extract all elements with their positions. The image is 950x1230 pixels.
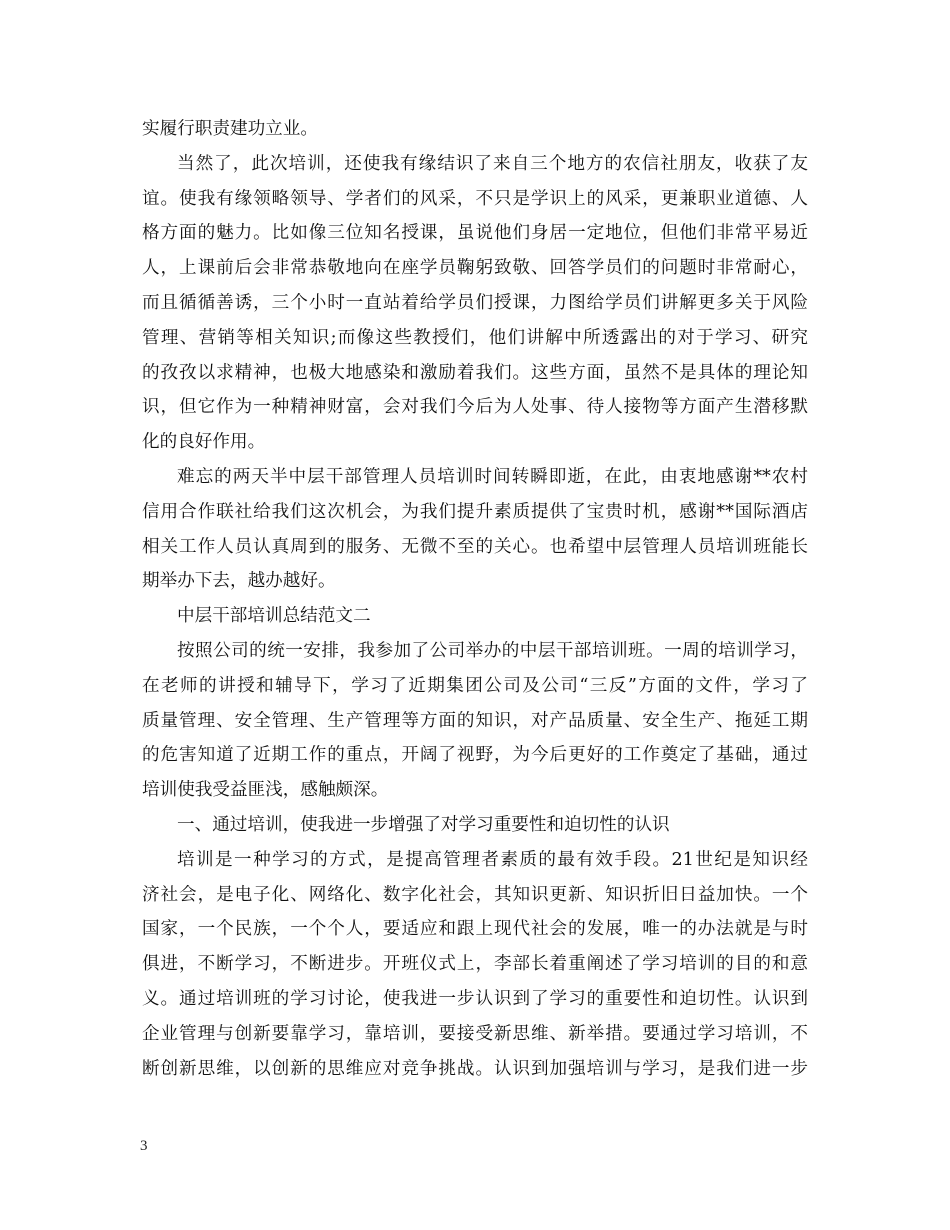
text-line: 人，上课前后会非常恭敬地向在座学员鞠躬致敬、回答学员们的问题时非常耐心， [142, 258, 808, 279]
text-line: 在老师的讲授和辅导下，学习了近期集团公司及公司“三反”方面的文件，学习了 [142, 675, 808, 696]
text-line: 培训使我受益匪浅，感触颇深。 [142, 780, 389, 801]
text-line: 义。通过培训班的学习讨论，使我进一步认识到了学习的重要性和迫切性。认识到 [142, 988, 808, 1009]
text-line: 难忘的两天半中层干部管理人员培训时间转瞬即逝，在此，由衷地感谢**农村 [177, 466, 808, 487]
text-line: 中层干部培训总结范文二 [177, 606, 371, 627]
text-line: 信用合作联社给我们这次机会，为我们提升素质提供了宝贵时机，感谢**国际酒店 [142, 501, 808, 522]
document-body [142, 112, 808, 1086]
page-number: 3 [140, 1138, 148, 1154]
text-line: 质量管理、安全管理、生产管理等方面的知识，对产品质量、安全生产、拖延工期 [142, 710, 808, 731]
text-line: 格方面的魅力。比如像三位知名授课，虽说他们身居一定地位，但他们非常平易近 [142, 223, 808, 244]
text-line: 济社会，是电子化、网络化、数字化社会，其知识更新、知识折旧日益加快。一个 [142, 884, 808, 905]
text-line: 管理、营销等相关知识;而像这些教授们，他们讲解中所透露出的对于学习、研究 [142, 327, 808, 348]
text-line: 培训是一种学习的方式，是提高管理者素质的最有效手段。21世纪是知识经 [177, 849, 808, 870]
text-line: 俱进，不断学习，不断进步。开班仪式上，李部长着重阐述了学习培训的目的和意 [142, 954, 808, 975]
text-line: 化的良好作用。 [142, 432, 266, 453]
text-line: 实履行职责建功立业。 [142, 119, 318, 139]
text-line: 按照公司的统一安排，我参加了公司举办的中层干部培训班。一周的培训学习， [177, 640, 808, 661]
text-line: 企业管理与创新要靠学习，靠培训，要接受新思维、新举措。要通过学习培训，不 [142, 1023, 808, 1044]
text-line: 一、通过培训，使我进一步增强了对学习重要性和迫切性的认识 [177, 814, 670, 835]
text-line: 而且循循善诱，三个小时一直站着给学员们授课，力图给学员们讲解更多关于风险 [142, 292, 808, 313]
text-line: 断创新思维，以创新的思维应对竞争挑战。认识到加强培训与学习，是我们进一步 [142, 1058, 808, 1079]
text-line: 识，但它作为一种精神财富，会对我们今后为人处事、待人接物等方面产生潜移默 [142, 397, 808, 418]
text-line: 国家，一个民族，一个个人，要适应和跟上现代社会的发展，唯一的办法就是与时 [142, 919, 808, 940]
text-line: 的危害知道了近期工作的重点，开阔了视野，为今后更好的工作奠定了基础，通过 [142, 745, 808, 766]
text-line: 期举办下去，越办越好。 [142, 571, 336, 592]
text-line: 谊。使我有缘领略领导、学者们的风采，不只是学识上的风采，更兼职业道德、人 [142, 188, 808, 209]
text-line: 当然了，此次培训，还使我有缘结识了来自三个地方的农信社朋友，收获了友 [177, 153, 808, 174]
text-line: 的孜孜以求精神，也极大地感染和激励着我们。这些方面，虽然不是具体的理论知 [142, 362, 808, 383]
text-line: 相关工作人员认真周到的服务、无微不至的关心。也希望中层管理人员培训班能长 [142, 536, 808, 557]
